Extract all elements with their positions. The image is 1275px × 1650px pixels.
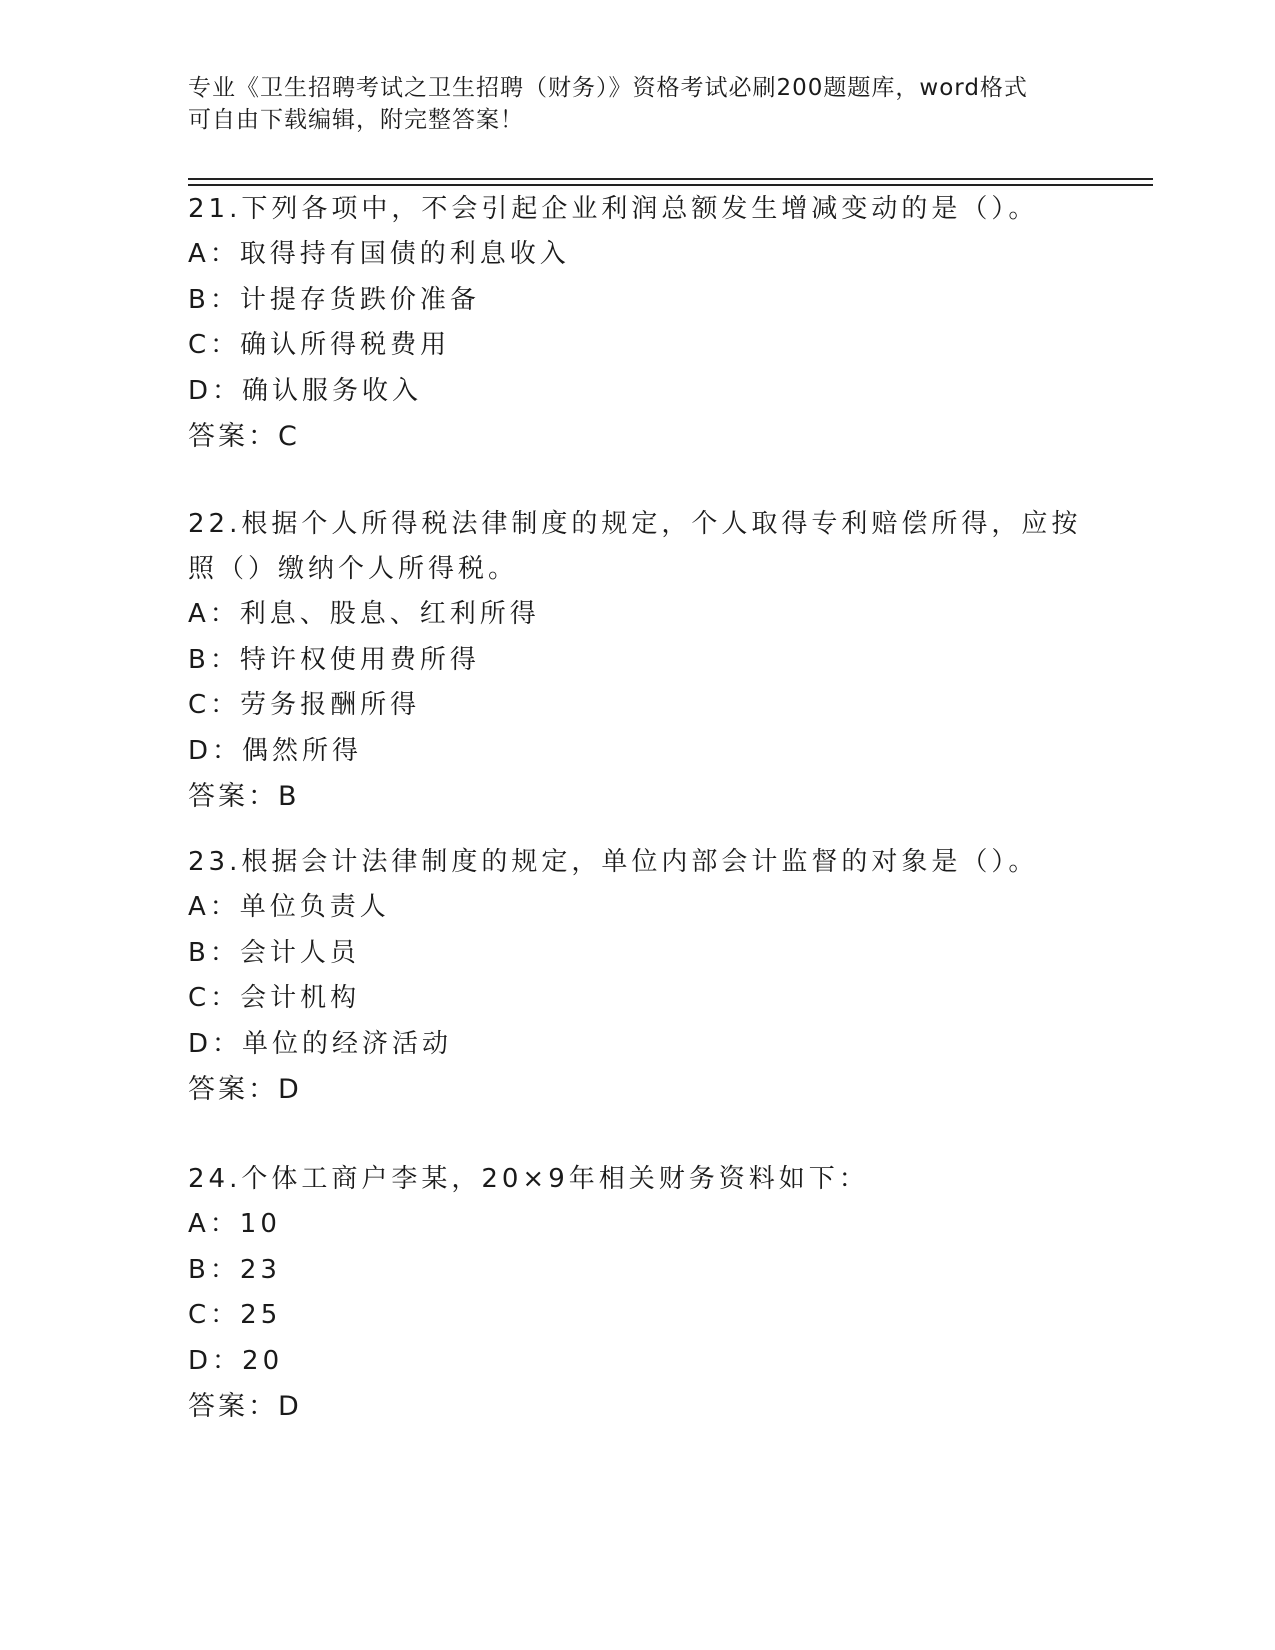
option-c: C：会计机构: [188, 983, 361, 1013]
answer-label: 答案：: [188, 1074, 278, 1105]
option-a: A：取得持有国债的利息收入: [188, 239, 570, 269]
answer-line: [188, 1067, 1088, 1113]
option-d: D：确认服务收入: [188, 375, 423, 406]
option-b: B：计提存货跌价准备: [188, 284, 480, 315]
answer-value: C: [278, 421, 298, 452]
question-text: 23.根据会计法律制度的规定，单位内部会计监督的对象是（）。: [188, 847, 1039, 877]
answer-line: [188, 1384, 1088, 1430]
answer-label: 答案：: [188, 1391, 278, 1422]
header-divider-top: [188, 178, 1153, 180]
answer-value: B: [278, 781, 298, 812]
option-b: B：特许权使用费所得: [188, 644, 480, 675]
option-a: A：10: [188, 1209, 281, 1239]
option-a: A：利息、股息、红利所得: [188, 599, 540, 629]
header-line-1: 专业《卫生招聘考试之卫生招聘（财务）》资格考试必刷200题题库，word格式: [188, 75, 1028, 101]
answer-label: 答案：: [188, 421, 278, 452]
answer-label: 答案：: [188, 781, 278, 812]
answer-line: [188, 774, 1088, 820]
header-divider-bottom: [188, 184, 1153, 186]
option-c: C：确认所得税费用: [188, 330, 451, 360]
option-c: C：劳务报酬所得: [188, 690, 421, 720]
document-header: [188, 72, 1088, 136]
option-b: B：会计人员: [188, 937, 360, 968]
option-b: B：23: [188, 1254, 281, 1285]
question-21: [188, 187, 1088, 460]
option-d: D：偶然所得: [188, 735, 363, 766]
question-22: [188, 502, 1088, 820]
header-line-2: 可自由下载编辑，附完整答案！: [188, 107, 524, 133]
question-24: [188, 1157, 1088, 1430]
option-d: D：单位的经济活动: [188, 1028, 453, 1059]
answer-line: [188, 414, 1088, 460]
question-text: 24.个体工商户李某，20×9年相关财务资料如下：: [188, 1164, 869, 1194]
option-a: A：单位负责人: [188, 892, 390, 922]
option-d: D：20: [188, 1345, 284, 1376]
answer-value: D: [278, 1074, 300, 1105]
question-text: 21.下列各项中，不会引起企业利润总额发生增减变动的是（）。: [188, 194, 1039, 224]
question-text: 22.根据个人所得税法律制度的规定，个人取得专利赔偿所得，应按照（）缴纳个人所得税。: [188, 509, 1082, 584]
option-c: C：25: [188, 1300, 282, 1330]
question-23: [188, 840, 1088, 1113]
answer-value: D: [278, 1391, 300, 1422]
